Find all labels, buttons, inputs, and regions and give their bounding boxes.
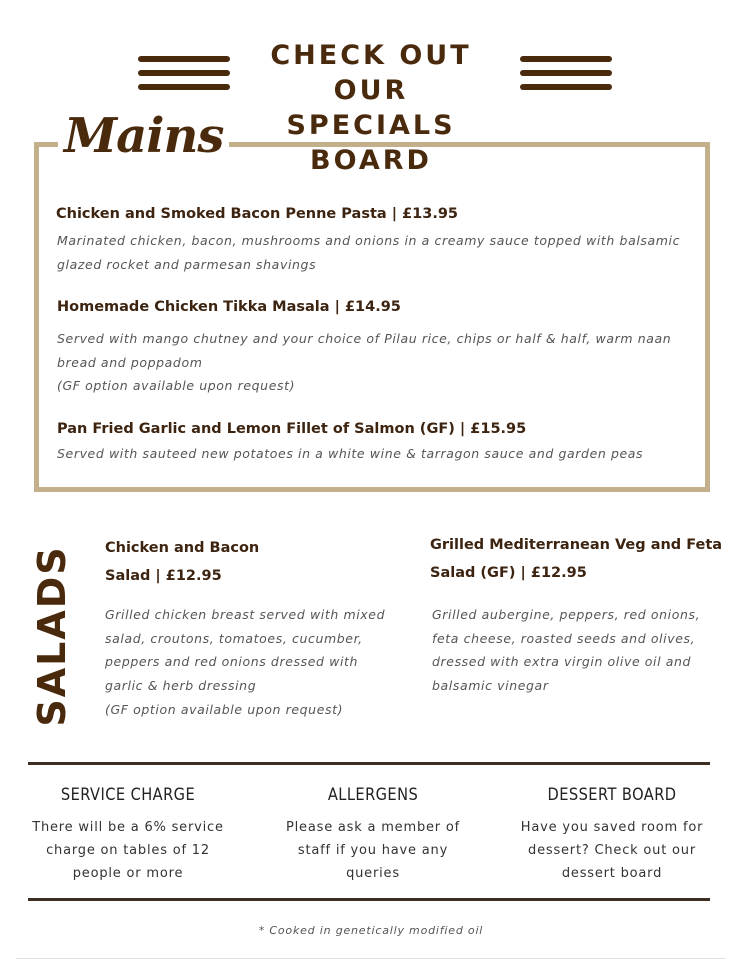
description-line: salad, croutons, tomatoes, cucumber, — [105, 630, 363, 646]
title-line-1: CHECK OUT OUR — [270, 40, 472, 106]
salads-heading-text: SALADS — [30, 545, 74, 727]
salad-name-line: Salad | £12.95 — [105, 568, 222, 584]
info-line: Have you saved room for — [520, 820, 704, 835]
salad-name-line: Chicken and Bacon — [105, 540, 260, 556]
main-item-name: Homemade Chicken Tikka Masala | £14.95 — [57, 299, 401, 315]
allergens-info — [255, 782, 491, 885]
main-item-description — [57, 229, 680, 276]
info-line: Please ask a member of — [286, 820, 460, 835]
description-line: bread and poppadom — [57, 354, 203, 370]
description-line: balsamic vinegar — [432, 678, 549, 694]
description-line: Grilled chicken breast served with mixed — [105, 607, 386, 622]
mains-heading: Mains — [58, 108, 229, 164]
info-line: There will be a 6% service — [32, 820, 224, 835]
info-body — [494, 816, 730, 885]
description-line: feta cheese, roasted seeds and olives, — [432, 630, 696, 646]
info-heading: ALLERGENS — [327, 785, 419, 805]
salads-heading — [26, 545, 78, 727]
description-line: (GF option available upon request) — [57, 378, 296, 393]
description-line: peppers and red onions dressed with — [105, 654, 359, 670]
info-heading: SERVICE CHARGE — [60, 785, 196, 805]
main-item-name: Pan Fried Garlic and Lemon Fillet of Salmon (GF) | £15.95 — [57, 421, 527, 437]
description-line: Served with sauteed new potatoes in a white wine & tarragon sauce and garden peas — [57, 446, 644, 461]
title-line-2: SPECIALS BOARD — [286, 110, 456, 176]
service-charge-info — [10, 782, 246, 885]
info-line: dessert board — [561, 866, 663, 881]
salad-item-description — [432, 603, 700, 698]
main-item-name: Chicken and Smoked Bacon Penne Pasta | £13.95 — [56, 206, 459, 222]
footnote: * Cooked in genetically modified oil — [258, 924, 484, 937]
salad-name-line: Salad (GF) | £12.95 — [430, 565, 587, 581]
dessert-board-info — [494, 782, 730, 885]
description-line: Marinated chicken, bacon, mushrooms and onions in a creamy sauce topped with balsamic — [57, 233, 681, 248]
description-line: garlic & herb dressing — [105, 678, 257, 694]
main-item-description — [57, 327, 671, 398]
info-line: dessert? Check out our — [528, 843, 696, 858]
salad-item-description — [105, 603, 385, 722]
divider-top — [28, 762, 710, 765]
info-body — [10, 816, 246, 885]
description-line: glazed rocket and parmesan shavings — [57, 256, 317, 272]
salad-item-name — [430, 531, 722, 587]
description-line: Grilled aubergine, peppers, red onions, — [432, 607, 701, 622]
decorative-bars-left — [138, 56, 230, 98]
info-heading: DESSERT BOARD — [547, 785, 677, 805]
info-line: staff if you have any — [297, 843, 449, 858]
description-line: Served with mango chutney and your choice of Pilau rice, chips or half & half, warm naan — [57, 331, 672, 346]
description-line: (GF option available upon request) — [105, 701, 344, 717]
info-line: queries — [346, 866, 400, 881]
info-body — [255, 816, 491, 885]
decorative-bars-right — [520, 56, 612, 98]
divider-bottom — [28, 898, 710, 901]
description-line: dressed with extra virgin olive oil and — [432, 654, 692, 670]
info-line: charge on tables of 12 — [46, 843, 210, 858]
info-line: people or more — [72, 866, 184, 881]
mains-section-frame — [34, 142, 710, 492]
salad-name-line: Grilled Mediterranean Veg and Feta — [430, 537, 723, 553]
page-edge-line — [16, 958, 726, 959]
main-item-description — [57, 442, 643, 466]
salad-item-name — [105, 534, 259, 590]
